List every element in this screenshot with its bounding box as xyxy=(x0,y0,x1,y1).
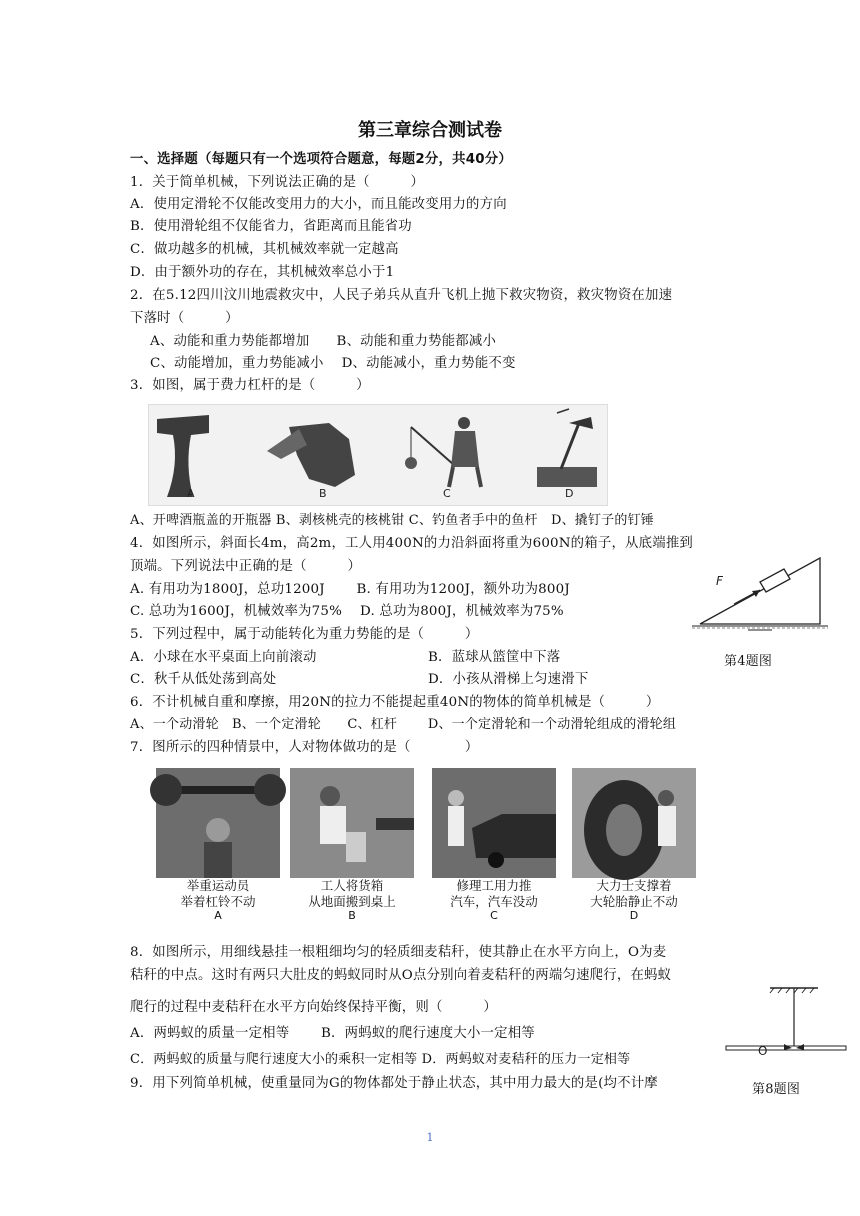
q3-options: A、开啤酒瓶盖的开瓶器 B、剥核桃壳的核桃钳 C、钓鱼者手中的鱼杆 D、撬钉子的钉锤 xyxy=(130,513,654,528)
q7-photo-d xyxy=(572,768,696,878)
q1-option-b: B．使用滑轮组不仅能省力，省距离而且能省功 xyxy=(130,219,412,234)
q5-option-a: A．小球在水平桌面上向前滚动 xyxy=(130,650,317,665)
q8-o-label: O xyxy=(758,1044,768,1058)
q8-options-ab: A．两蚂蚁的质量一定相等 B．两蚂蚁的爬行速度大小一定相等 xyxy=(130,1026,535,1041)
q5-stem: 5．下列过程中，属于动能转化为重力势能的是（ ） xyxy=(130,627,479,642)
q8-figure-caption: 第8题图 xyxy=(752,1082,801,1097)
q8-stem-line1: 8．如图所示，用细线悬挂一根粗细均匀的轻质细麦秸秆，使其静止在水平方向上，O为麦 xyxy=(130,945,667,960)
q7-caption-b: 工人将货箱 从地面搬到桌上 B xyxy=(308,878,396,922)
q4-options-cd: C. 总功为1600J，机械效率为75% D. 总功为800J，机械效率为75% xyxy=(130,604,564,619)
q4-incline-diagram xyxy=(692,552,832,634)
q5-option-c: C．秋千从低处荡到高处 xyxy=(130,672,277,687)
q1-stem: 1．关于简单机械，下列说法正确的是（ ） xyxy=(130,175,425,190)
q4-figure-caption: 第4题图 xyxy=(724,654,773,669)
q4-stem-line2: 顶端。下列说法中正确的是（ ） xyxy=(130,559,362,574)
q2-stem-line1: 2．在5.12四川汶川地震救灾中，人民子弟兵从直升飞机上抛下救灾物资，救灾物资在加速 xyxy=(130,288,673,303)
q3-label-d: D xyxy=(565,487,574,500)
q7-photo-b xyxy=(290,768,414,878)
q1-option-d: D．由于额外功的存在，其机械效率总小于1 xyxy=(130,265,395,280)
q1-option-c: C．做功越多的机械，其机械效率就一定越高 xyxy=(130,242,399,257)
q4-options-ab: A. 有用功为1800J，总功1200J B. 有用功为1200J，额外功为800J xyxy=(130,582,570,597)
q4-force-label: F xyxy=(716,574,723,588)
page-number: 1 xyxy=(426,1131,434,1144)
q4-stem-line1: 4．如图所示，斜面长4m，高2m，工人用400N的力沿斜面将重为600N的箱子，从底端推到 xyxy=(130,536,694,551)
q6-options: A、一个动滑轮 B、一个定滑轮 C、杠杆 D、一个定滑轮和一个动滑轮组成的滑轮组 xyxy=(130,717,677,732)
q6-stem: 6．不计机械自重和摩擦，用20N的拉力不能提起重40N的物体的简单机械是（ ） xyxy=(130,695,660,710)
q7-caption-d: 大力士支撑着 大轮胎静止不动 D xyxy=(590,878,678,922)
q5-option-d: D．小孩从滑梯上匀速滑下 xyxy=(428,672,589,687)
q3-label-c: C xyxy=(443,487,451,500)
q8-stem-line2: 秸秆的中点。这时有两只大肚皮的蚂蚁同时从O点分别向着麦秸秆的两端匀速爬行，在蚂蚁 xyxy=(130,968,672,983)
q3-stem: 3．如图，属于费力杠杆的是（ ） xyxy=(130,378,370,393)
q2-stem-line2: 下落时（ ） xyxy=(130,311,239,326)
q2-options-ab: A、动能和重力势能都增加 B、动能和重力势能都减小 xyxy=(150,334,497,349)
q7-caption-c: 修理工用力推 汽车，汽车没动 C xyxy=(450,878,538,922)
q3-lever-illustrations xyxy=(149,405,607,505)
q5-option-b: B．蓝球从篮筐中下落 xyxy=(428,650,561,665)
q7-stem: 7．图所示的四种情景中，人对物体做功的是（ ） xyxy=(130,740,479,755)
q8-straw-diagram xyxy=(724,984,848,1058)
q7-caption-a: 举重运动员 举着杠铃不动 A xyxy=(180,878,256,922)
page-title: 第三章综合测试卷 xyxy=(358,120,502,141)
q2-options-cd: C、动能增加，重力势能减小 D、动能减小，重力势能不变 xyxy=(150,356,516,371)
section-heading: 一、选择题（每题只有一个选项符合题意，每题2分，共40分） xyxy=(130,152,512,167)
q9-stem: 9．用下列简单机械，使重量同为G的物体都处于静止状态，其中用力最大的是(均不计摩 xyxy=(130,1076,658,1091)
q3-figure-strip xyxy=(148,404,608,506)
q3-label-a: A xyxy=(187,487,195,500)
q8-stem-line3: 爬行的过程中麦秸秆在水平方向始终保持平衡，则（ ） xyxy=(130,1000,497,1015)
q8-options-cd: C．两蚂蚁的质量与爬行速度大小的乘积一定相等 D．两蚂蚁对麦秸秆的压力一定相等 xyxy=(130,1052,631,1067)
q7-photo-a xyxy=(156,768,280,878)
q1-option-a: A．使用定滑轮不仅能改变用力的大小，而且能改变用力的方向 xyxy=(130,197,507,212)
q7-photo-c xyxy=(432,768,556,878)
q3-label-b: B xyxy=(319,487,327,500)
